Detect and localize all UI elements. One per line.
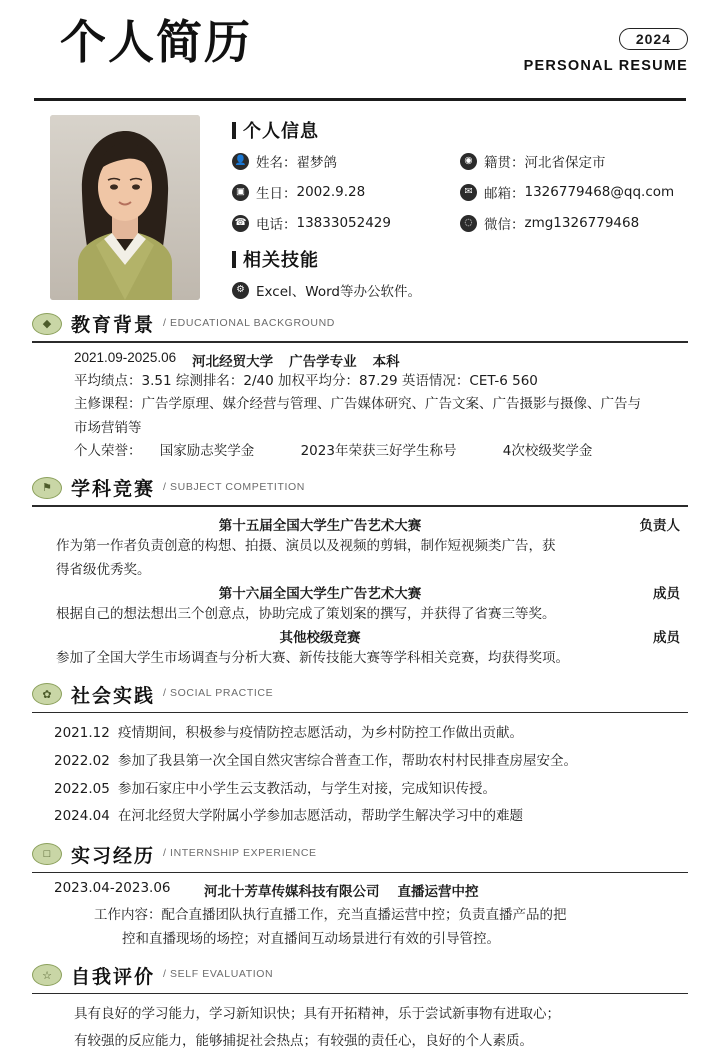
- title-accent-bar: [232, 122, 236, 139]
- competition-title-row: [32, 514, 688, 534]
- competition-desc-line1: 参加了全国大学生市场调查与分析大赛、新传技能大赛等学科相关竞赛，均获得奖项。: [56, 650, 569, 667]
- skills-line: [232, 280, 688, 300]
- portrait-illustration: [50, 115, 200, 300]
- info-label-wechat: 微信：: [484, 217, 525, 233]
- practice-text: 疫情期间，积极参与疫情防控志愿活动，为乡村防控工作做出贡献。: [118, 725, 523, 742]
- mail-icon: ✉: [460, 184, 477, 201]
- section-divider: [32, 993, 688, 995]
- section-divider: [32, 872, 688, 874]
- info-label-name: 姓名：: [256, 155, 297, 171]
- practice-text: 参加了我县第一次全国自然灾害综合普查工作，帮助农村村民排查房屋安全。: [118, 752, 577, 769]
- section-divider: [32, 505, 688, 507]
- location-icon: ◉: [460, 153, 477, 170]
- info-value-birthday: 2002.9.28: [296, 184, 366, 200]
- photo-container: [50, 115, 200, 300]
- competition-name: 第十六届全国大学生广告艺术大赛: [218, 586, 422, 603]
- page-title-english: PERSONAL RESUME: [523, 58, 688, 74]
- education-honor-1: 国家励志奖学金: [159, 443, 255, 460]
- info-item-phone: [232, 213, 460, 233]
- avatar: [50, 115, 200, 300]
- info-item-wechat: [460, 213, 688, 233]
- evaluation-line-1: 具有良好的学习能力，学习新知识快；具有开拓精神，乐于尝试新事物有进取心；: [74, 1006, 560, 1023]
- info-value-name: 翟梦鸽: [296, 155, 337, 171]
- practice-date: 2024.04: [54, 808, 110, 825]
- evaluation-line-2: 有较强的反应能力，能够捕捉社会热点；有较强的责任心，良好的个人素质。: [74, 1033, 533, 1050]
- competition-name: 第十五届全国大学生广告艺术大赛: [218, 517, 422, 534]
- education-courses-label: 主修课程：: [74, 396, 142, 413]
- competition-desc-line2: 得省级优秀奖。: [56, 561, 151, 578]
- internship-role: 直播运营中控: [397, 884, 479, 901]
- person-icon: 👤: [232, 153, 249, 170]
- practice-date: 2021.12: [54, 725, 110, 742]
- info-label-hometown: 籍贯：: [484, 155, 525, 171]
- competition-item: [32, 626, 688, 670]
- info-label-phone: 电话：: [256, 217, 297, 233]
- personal-info-block: [200, 115, 688, 300]
- cap-icon: ◆: [32, 313, 62, 335]
- section-education-title-en: / EDUCATIONAL BACKGROUND: [163, 316, 335, 329]
- section-internship: [22, 841, 698, 952]
- hands-icon: ✿: [32, 683, 62, 705]
- section-internship-title: 实习经历: [71, 844, 156, 867]
- competition-role: 成员: [653, 586, 680, 603]
- practice-date: 2022.05: [54, 780, 110, 797]
- title-accent-bar: [232, 251, 236, 268]
- section-practice: [22, 681, 698, 831]
- practice-row: [32, 720, 688, 748]
- competition-title-row: [32, 582, 688, 602]
- practice-row: [32, 748, 688, 776]
- section-education: [22, 310, 698, 464]
- section-practice-header: [32, 681, 688, 708]
- header-divider: [34, 98, 686, 101]
- info-label-birthday: 生日：: [256, 186, 297, 202]
- section-internship-header: [32, 841, 688, 868]
- section-evaluation: [22, 962, 698, 1055]
- education-honors: [32, 440, 688, 464]
- trophy-icon: ⚑: [32, 477, 62, 499]
- gear-icon: ⚙: [232, 282, 249, 299]
- internship-desc-line1: 工作内容：配合直播团队执行直播工作，充当直播运营中控；负责直播产品的把: [94, 907, 567, 924]
- practice-text: 参加石家庄中小学生云支教活动，与学生对接，完成知识传授。: [118, 780, 496, 797]
- section-competition: [22, 474, 698, 671]
- competition-desc-line1: 根据自己的想法想出三个创意点，协助完成了策划案的撰写，并获得了省赛三等奖。: [56, 606, 556, 623]
- internship-desc-line2: 控和直播现场的场控；对直播间互动场景进行有效的引导管控。: [122, 931, 500, 947]
- calendar-icon: ▣: [232, 184, 249, 201]
- resume-header: [22, 0, 698, 92]
- competition-desc-line1: 作为第一作者负责创意的构想、拍摄、演员以及视频的剪辑，制作短视频类广告，获: [56, 537, 556, 554]
- year-badge: 2024: [619, 28, 688, 50]
- personal-info-title-text: 个人信息: [243, 121, 319, 142]
- page-title: 个人简历: [60, 15, 252, 69]
- section-education-title: 教育背景: [71, 314, 156, 336]
- section-education-header: [32, 310, 688, 337]
- wechat-icon: ◌: [460, 215, 477, 232]
- profile-block: [22, 115, 698, 300]
- skills-title: [232, 246, 688, 272]
- section-competition-title-en: / SUBJECT COMPETITION: [163, 480, 305, 493]
- section-evaluation-title-en: / SELF EVALUATION: [163, 968, 274, 981]
- info-item-email: [460, 182, 688, 202]
- section-evaluation-header: [32, 962, 688, 989]
- info-item-hometown: [460, 151, 688, 171]
- info-value-email: 1326779468@qq.com: [524, 184, 675, 200]
- education-date: 2021.09-2025.06: [74, 349, 177, 365]
- education-honor-2: 2023年荣获三好学生称号: [300, 443, 457, 460]
- section-evaluation-title: 自我评价: [71, 965, 156, 988]
- practice-row: [32, 803, 688, 831]
- info-value-wechat: zmg1326779468: [524, 215, 640, 231]
- education-primary-line: [32, 350, 688, 370]
- info-item-birthday: [232, 182, 460, 202]
- info-value-hometown: 河北省保定市: [524, 155, 606, 171]
- competition-title-row: [32, 626, 688, 646]
- competition-item: [32, 514, 688, 583]
- info-value-phone: 13833052429: [296, 215, 391, 231]
- education-honors-label: 个人荣誉：: [74, 443, 142, 460]
- competition-item: [32, 582, 688, 626]
- education-courses-line1: [32, 393, 688, 417]
- internship-header-row: [32, 880, 688, 900]
- info-item-name: [232, 151, 460, 171]
- section-practice-title-en: / SOCIAL PRACTICE: [163, 687, 274, 700]
- competition-name: 其他校级竞赛: [279, 630, 361, 647]
- competition-role: 负责人: [639, 517, 680, 534]
- practice-row: [32, 776, 688, 804]
- section-competition-title: 学科竞赛: [71, 478, 156, 500]
- personal-info-title: [232, 117, 688, 143]
- phone-icon: ☎: [232, 215, 249, 232]
- education-scores: 平均绩点：3.51 综测排名：2/40 加权平均分：87.29 英语情况：CET-6 560: [74, 372, 538, 389]
- practice-date: 2022.02: [54, 752, 110, 769]
- section-practice-title: 社会实践: [71, 684, 156, 707]
- section-competition-header: [32, 474, 688, 501]
- competition-role: 成员: [653, 630, 680, 647]
- education-courses-text: 广告学原理、媒介经营与管理、广告媒体研究、广告文案、广告摄影与摄像、广告与: [141, 396, 641, 413]
- internship-date: 2023.04-2023.06: [54, 880, 171, 897]
- personal-info-grid: [232, 151, 688, 244]
- skills-block: [232, 246, 688, 300]
- education-school: 河北经贸大学: [192, 353, 274, 369]
- practice-text: 在河北经贸大学附属小学参加志愿活动，帮助学生解决学习中的难题: [118, 808, 523, 825]
- skills-title-text: 相关技能: [243, 250, 319, 271]
- internship-company: 河北十芳草传媒科技有限公司: [204, 884, 380, 901]
- education-courses-line2: 市场营销等: [74, 419, 142, 436]
- info-label-email: 邮箱：: [484, 186, 525, 202]
- education-major: 广告学专业: [289, 353, 357, 369]
- education-degree: 本科: [372, 353, 400, 369]
- education-honor-3: 4次校级奖学金: [502, 443, 593, 460]
- briefcase-icon: □: [32, 843, 62, 865]
- star-icon: ☆: [32, 964, 62, 986]
- skills-text: Excel、Word等办公软件。: [256, 284, 421, 300]
- section-divider: [32, 341, 688, 343]
- section-internship-title-en: / INTERNSHIP EXPERIENCE: [163, 847, 317, 860]
- section-divider: [32, 712, 688, 714]
